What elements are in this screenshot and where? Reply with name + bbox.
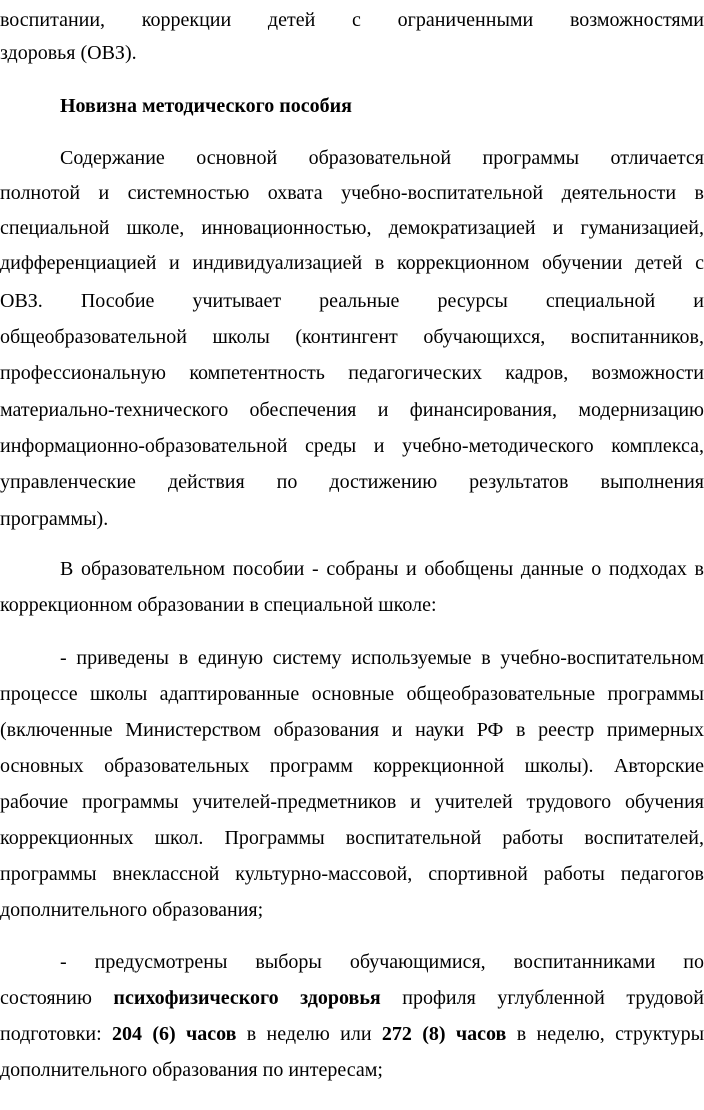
bold-text: психофизического здоровья — [113, 987, 381, 1009]
text-line: - приведены в единую систему используемые в учебно-воспитательном — [60, 647, 704, 669]
text-line: основных образовательных программ коррекционной школы). Авторские — [0, 755, 704, 777]
text-line: дополнительного образования по интересам; — [0, 1059, 383, 1081]
text-line: управленческие действия по достижению результатов выполнения — [0, 471, 704, 493]
text-line: воспитании, коррекции детей с ограниченными возможностями — [0, 9, 704, 31]
text-line: дополнительного образования; — [0, 899, 264, 921]
text-line: ОВЗ. Пособие учитывает реальные ресурсы специальной и — [0, 290, 704, 312]
text-run: состоянию — [0, 987, 92, 1009]
text-line: В образовательном пособии - собраны и обобщены данные о подходах в — [60, 558, 704, 580]
text-line — [0, 1022, 704, 1046]
text-line: процессе школы адаптированные основные общеобразовательные программы — [0, 683, 704, 705]
text-line: информационно-образовательной среды и учебно-методического комплекса, — [0, 435, 704, 457]
text-line: программы внеклассной культурно-массовой, спортивной работы педагогов — [0, 863, 704, 885]
section-heading: Новизна методического пособия — [60, 95, 352, 117]
text-line: специальной школе, инновационностью, демократизацией и гуманизацией, — [0, 217, 704, 239]
text-run: в неделю, структуры — [516, 1023, 704, 1045]
text-line: здоровья (ОВЗ). — [0, 42, 137, 64]
bold-text: 204 (6) часов — [111, 1023, 237, 1045]
text-run: подготовки: — [0, 1023, 102, 1045]
text-line: (включенные Министерством образования и науки РФ в реестр примерных — [0, 719, 704, 741]
text-run: в неделю или — [246, 1023, 372, 1045]
text-line: полнотой и системностью охвата учебно-воспитательной деятельности в — [0, 182, 704, 204]
text-line: коррекционных школ. Программы воспитательной работы воспитателей, — [0, 827, 704, 849]
text-line — [0, 986, 704, 1010]
text-line: материально-технического обеспечения и финансирования, модернизацию — [0, 399, 704, 421]
text-line: профессиональную компетентность педагогических кадров, возможности — [0, 362, 704, 384]
text-run: профиля углубленной трудовой — [402, 987, 704, 1009]
bold-text: 272 (8) часов — [381, 1023, 507, 1045]
text-line: рабочие программы учителей-предметников и учителей трудового обучения — [0, 791, 704, 813]
text-line: Содержание основной образовательной программы отличается — [60, 147, 704, 169]
text-line: - предусмотрены выборы обучающимися, воспитанниками по — [60, 951, 704, 973]
text-line: дифференциацией и индивидуализацией в коррекционном обучении детей с — [0, 252, 704, 274]
text-line: коррекционном образовании в специальной школе: — [0, 594, 437, 616]
text-line: программы). — [0, 508, 109, 530]
text-line: общеобразовательной школы (контингент обучающихся, воспитанников, — [0, 326, 704, 348]
